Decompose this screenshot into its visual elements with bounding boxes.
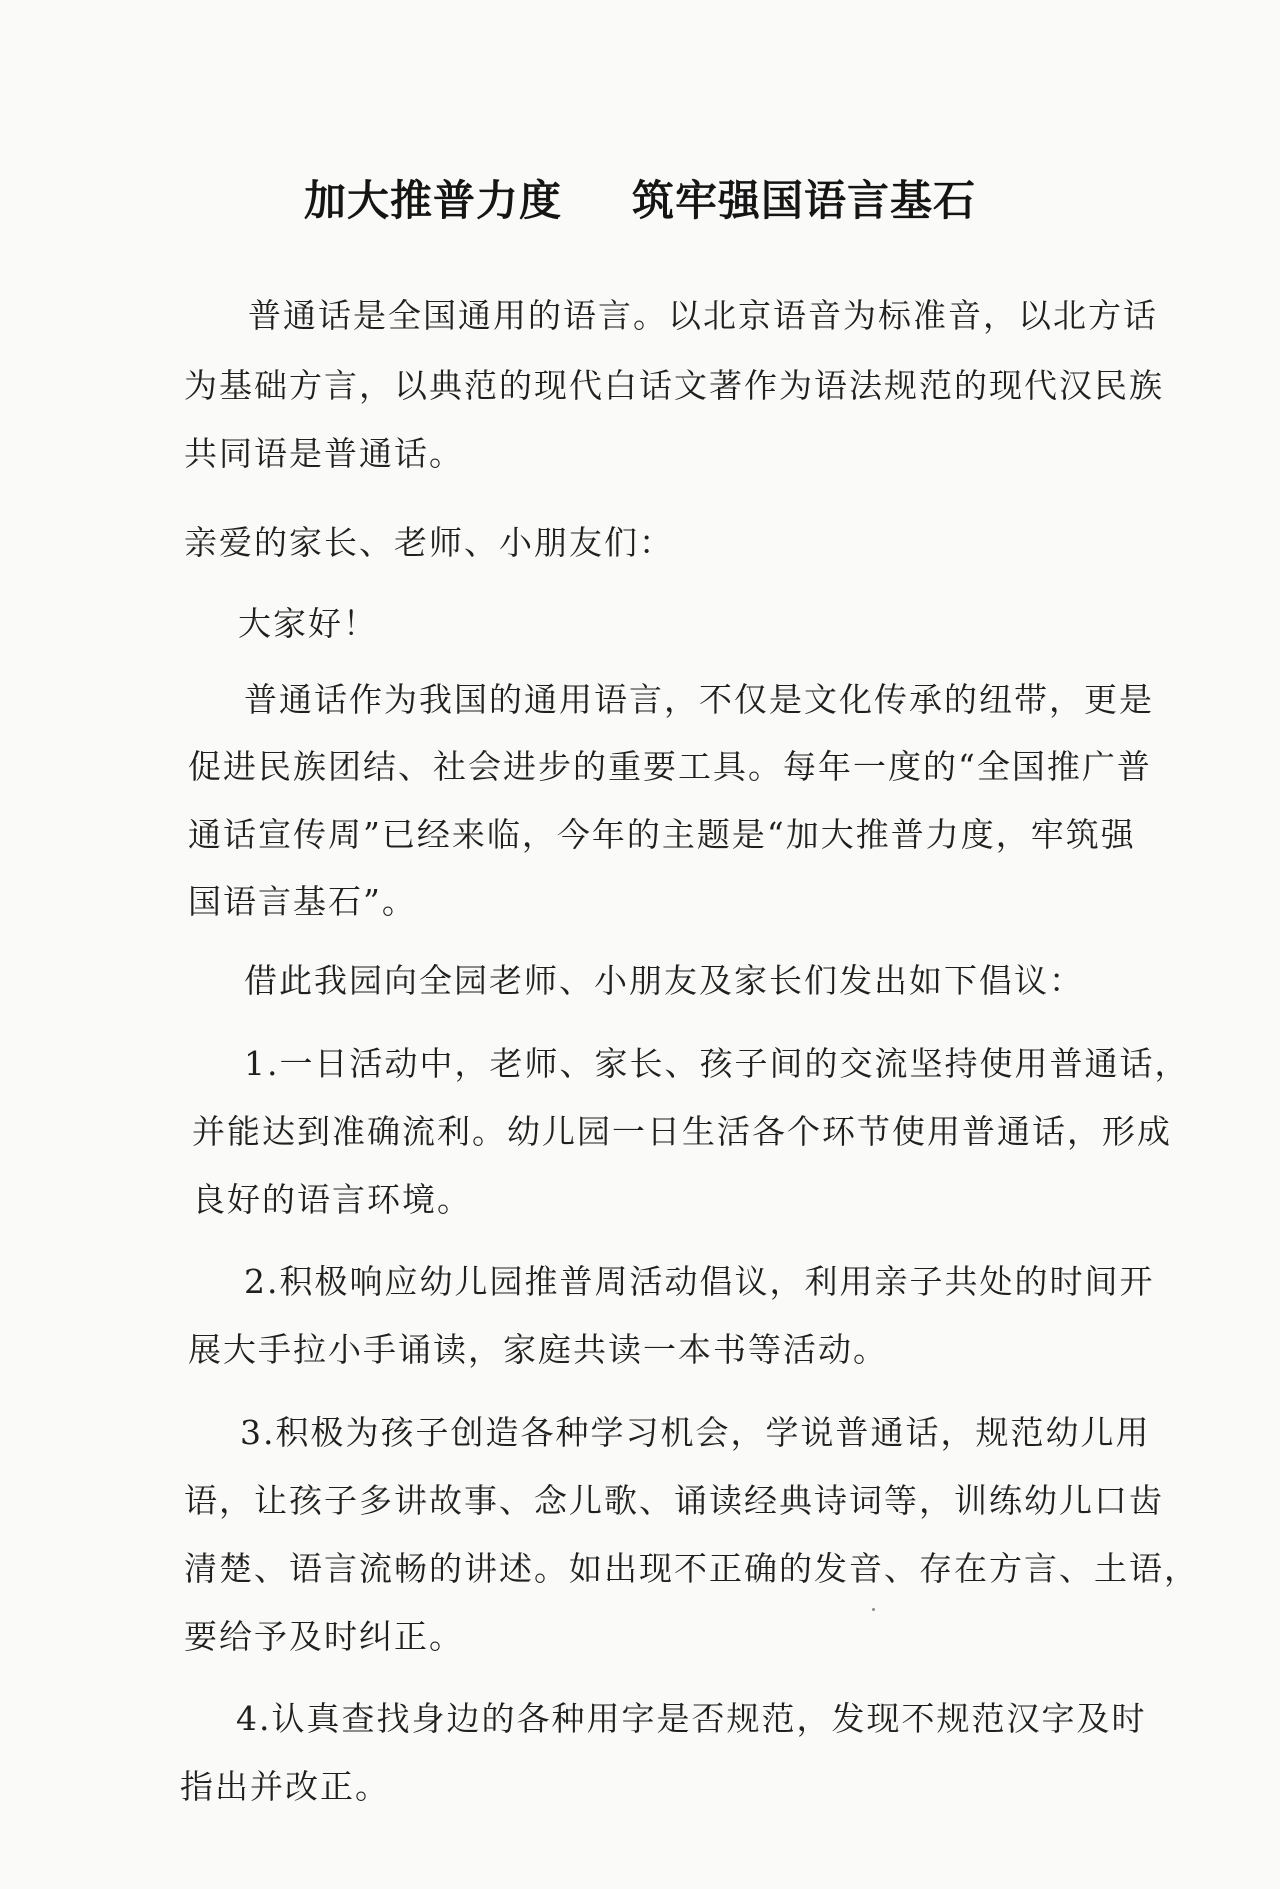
paragraph1-line-2: 促进民族团结、社会进步的重要工具。每年一度的“全国推广普: [188, 747, 1152, 786]
paragraph1-line-4: 国语言基石”。: [188, 882, 417, 921]
intro-line-2: 为基础方言，以典范的现代白话文著作为语法规范的现代汉民族: [184, 366, 1164, 405]
item4-line-2: 指出并改正。: [180, 1767, 390, 1806]
intro-line-1: 普通话是全国通用的语言。以北京语音为标准音，以北方话: [248, 296, 1158, 335]
item3-line-1: 3.积极为孩子创造各种学习机会，学说普通话，规范幼儿用: [240, 1413, 1151, 1452]
title-part-1: 加大推普力度: [303, 176, 562, 225]
paragraph1-line-3: 通话宣传周”已经来临，今年的主题是“加大推普力度，牢筑强: [188, 815, 1136, 854]
item1-line-1: 1.一日活动中，老师、家长、孩子间的交流坚持使用普通话，: [244, 1044, 1190, 1083]
item2-line-2: 展大手拉小手诵读，家庭共读一本书等活动。: [188, 1330, 888, 1369]
proposal-intro: 借此我园向全园老师、小朋友及家长们发出如下倡议：: [244, 961, 1084, 1000]
salutation: 亲爱的家长、老师、小朋友们：: [184, 523, 674, 562]
item1-line-2: 并能达到准确流利。幼儿园一日生活各个环节使用普通话，形成: [192, 1112, 1172, 1151]
document-title: [0, 168, 1280, 228]
item3-line-2: 语，让孩子多讲故事、念儿歌、诵读经典诗词等，训练幼儿口齿: [184, 1481, 1164, 1520]
item4-line-1: 4.认真查找身边的各种用字是否规范，发现不规范汉字及时: [236, 1699, 1147, 1738]
item1-line-3: 良好的语言环境。: [192, 1180, 472, 1219]
item3-line-3: 清楚、语言流畅的讲述。如出现不正确的发音、存在方言、土语，: [184, 1549, 1199, 1588]
title-part-2: 筑牢强国语言基石: [632, 176, 977, 225]
item3-line-4: 要给予及时纠正。: [184, 1617, 464, 1656]
paragraph1-line-1: 普通话作为我国的通用语言，不仅是文化传承的纽带，更是: [244, 680, 1154, 719]
greeting: 大家好！: [238, 604, 378, 643]
item2-line-1: 2.积极响应幼儿园推普周活动倡议，利用亲子共处的时间开: [244, 1262, 1155, 1301]
scan-speck: [872, 1608, 875, 1611]
intro-line-3: 共同语是普通话。: [184, 434, 464, 473]
